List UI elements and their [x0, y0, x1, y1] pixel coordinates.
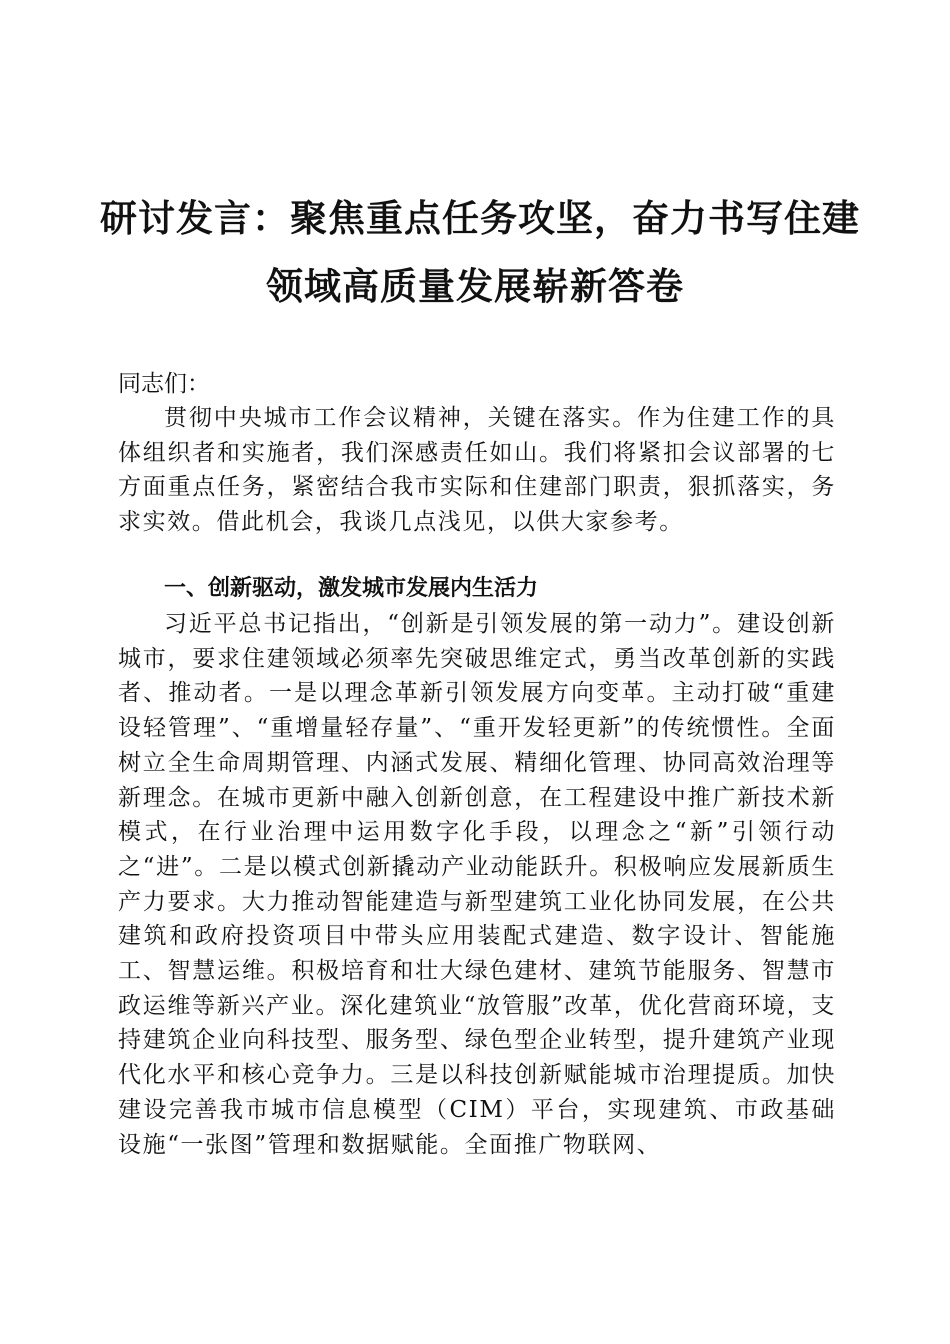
paragraph-intro: 贯彻中央城市工作会议精神，关键在落实。作为住建工作的具体组织者和实施者，我们深感责任如山。我们将紧扣会议部署的七方面重点任务，紧密结合我市实际和住建部门职责，狠抓落实，务求实效。借此机会，我谈几点浅见，以供大家参考。: [118, 405, 836, 536]
document-title-line-2: 领域高质量发展崭新答卷: [266, 264, 684, 308]
document-title-line-1: 研讨发言：聚焦重点任务攻坚，奋力书写住建: [100, 196, 860, 240]
paragraph-section-1: 习近平总书记指出，“创新是引领发展的第一动力”。建设创新城市，要求住建领域必须率先突破思维定式，勇当改革创新的实践者、推动者。一是以理念革新引领发展方向变革。主动打破“重建设轻管理”、“重增量轻存量”、“重开发轻更新”的传统惯性。全面树立全生命周期管理、内涵式发展、精细化管理、协同高效治理等新理念。在城市更新中融入创新创意，在工程建设中推广新技术新模式，在行业治理中运用数字化手段，以理念之“新”引领行动之“进”。二是以模式创新撬动产业动能跃升。积极响应发展新质生产力要求。大力推动智能建造与新型建筑工业化协同发展，在公共建筑和政府投资项目中带头应用装配式建造、数字设计、智能施工、智慧运维。积极培育和壮大绿色建材、建筑节能服务、智慧市政运维等新兴产业。深化建筑业“放管服”改革，优化营商环境，支持建筑企业向科技型、服务型、绿色型企业转型，提升建筑产业现代化水平和核心竞争力。三是以科技创新赋能城市治理提质。加快建设完善我市城市信息模型（CIM）平台，实现建筑、市政基础设施“一张图”管理和数据赋能。全面推广物联网、: [118, 611, 836, 1158]
salutation: 同志们：: [118, 371, 210, 397]
section-heading-1: 一、创新驱动，激发城市发展内生活力: [164, 576, 539, 601]
